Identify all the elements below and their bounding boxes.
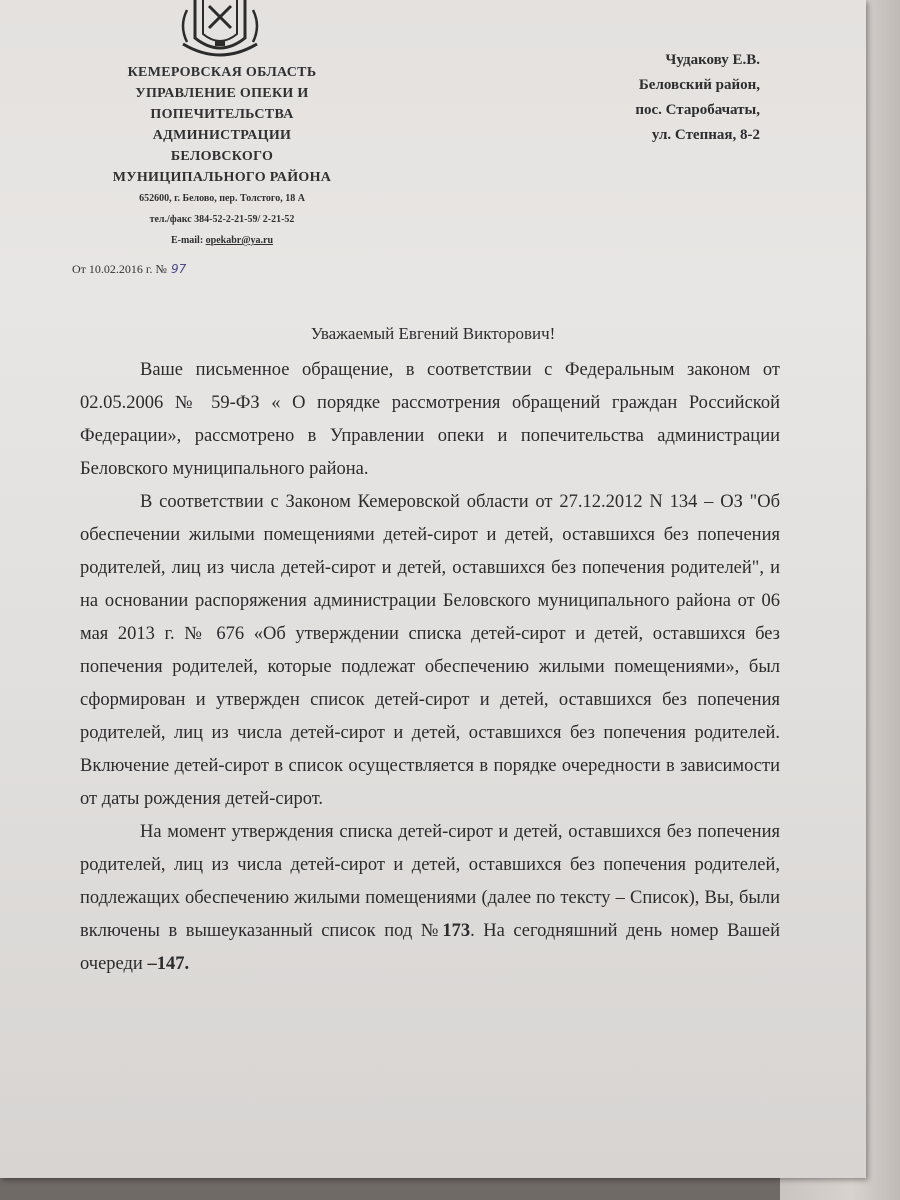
addressee-district: Беловский район,	[638, 77, 760, 93]
letter-number-handwritten: 97	[170, 262, 187, 276]
sender-department-3: АДМИНИСТРАЦИИ	[152, 128, 292, 143]
letter-date-number	[72, 262, 186, 277]
letter-date: От 10.02.2016 г. №	[72, 262, 167, 276]
salutation: Уважаемый Евгений Викторович!	[310, 324, 556, 343]
sender-department-4: БЕЛОВСКОГО	[170, 149, 274, 164]
sender-department-2: ПОПЕЧИТЕЛЬСТВА	[150, 107, 294, 122]
sender-email-label: E-mail:	[170, 235, 206, 246]
coat-of-arms-emblem	[175, 0, 265, 62]
sender-phone: тел./факс 384-52-2-21-59/ 2-21-52	[149, 214, 295, 225]
addressee-name: Чудакову Е.В.	[665, 52, 760, 68]
sender-email-row	[62, 230, 382, 251]
addressee-block	[560, 48, 760, 148]
paragraph-1: Ваше письменное обращение, в соответствии с Федеральным законом от 02.05.2006 № 59-ФЗ « О порядке рассмотрения обращений граждан Российской Федерации», рассмотрено в Управлении опеки и попечительства администрации Беловского муниципального района.	[80, 360, 780, 479]
sender-block	[62, 62, 382, 251]
addressee-settlement: пос. Старобачаты,	[635, 102, 760, 118]
sender-region: КЕМЕРОВСКАЯ ОБЛАСТЬ	[127, 65, 317, 80]
sender-address: 652600, г. Белово, пер. Толстого, 18 А	[139, 193, 305, 204]
paragraph-3-middle: . На сегодняшний день номер Вашей очереди	[80, 921, 780, 974]
paragraph-3-text: На момент утверждения списка детей-сирот и детей, оставшихся без попечения родителей, лиц из числа детей-сирот и детей, оставшихся без попечения родителей, подлежащих обеспечению жилыми помещениями (далее по тексту – Список), Вы, были включены в вышеуказанный список под №	[80, 822, 780, 941]
sender-department-1: УПРАВЛЕНИЕ ОПЕКИ И	[135, 86, 309, 101]
sender-email-link[interactable]: opekabr@ya.ru	[205, 235, 274, 246]
paragraph-2: В соответствии с Законом Кемеровской области от 27.12.2012 N 134 – ОЗ "Об обеспечении жилыми помещениями детей-сирот и детей, оставшихся без попечения родителей, лиц из числа детей-сирот и детей, оставшихся без попечения родителей", и на основании распоряжения администрации Беловского муниципального района от 06 мая 2013 г. № 676 «Об утверждении списка детей-сирот и детей, оставшихся без попечения родителей, которые подлежат обеспечению жилыми помещениями», был сформирован и утвержден список детей-сирот и детей, оставшихся без попечения родителей, лиц из числа детей-сирот и детей, оставшихся без попечения родителей. Включение детей-сирот в список осуществляется в порядке очередности в зависимости от даты рождения детей-сирот.	[80, 492, 780, 809]
paragraph-3	[80, 816, 780, 981]
letter-body	[80, 354, 780, 981]
queue-number: –147.	[147, 954, 190, 974]
list-number: 173	[442, 921, 471, 941]
sender-department-5: МУНИЦИПАЛЬНОГО РАЙОНА	[112, 170, 332, 185]
addressee-street: ул. Степная, 8-2	[651, 127, 760, 143]
